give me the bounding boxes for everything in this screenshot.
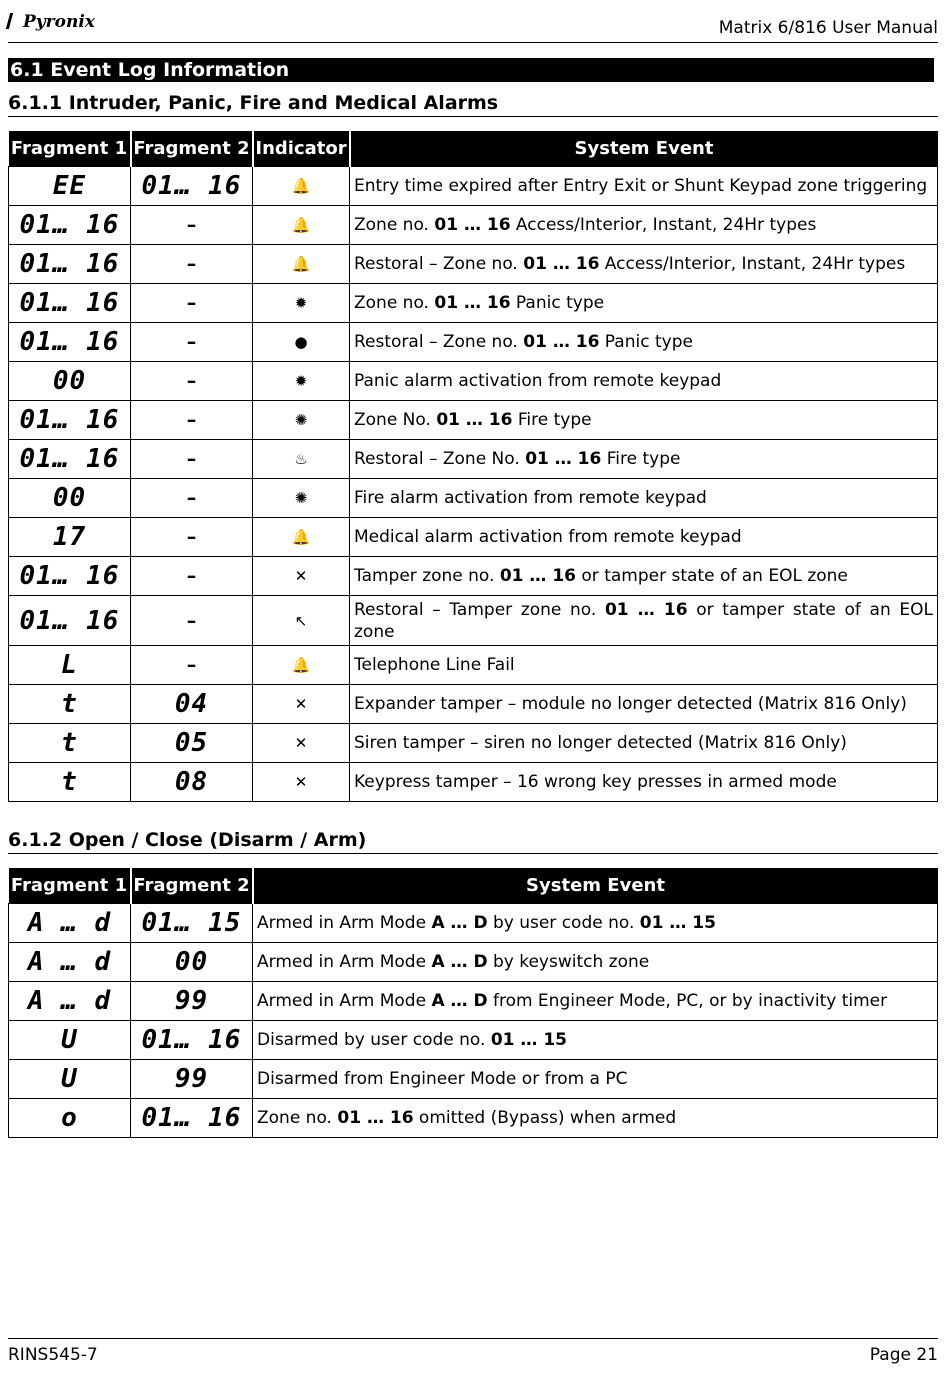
event-text-part: Panic type — [510, 293, 605, 313]
fragment-1-display: 17 — [9, 518, 131, 557]
system-event-text — [350, 206, 938, 245]
panic-alarm-icon: ✹ — [294, 372, 308, 390]
table-row — [9, 284, 938, 323]
indicator-cell — [253, 479, 350, 518]
fragment-2-display: 01… 16 — [131, 1021, 253, 1060]
fragment-1-display: U — [9, 1021, 131, 1060]
event-text-part: Medical alarm activation from remote keypad — [354, 527, 742, 547]
fragment-2-display: – — [131, 518, 253, 557]
fragment-1-display: t — [9, 685, 131, 724]
system-event-text — [350, 685, 938, 724]
subsection-title-open-close: 6.1.2 Open / Close (Disarm / Arm) — [8, 829, 938, 854]
event-text-part: 01 … 16 — [604, 599, 688, 620]
system-event-text — [253, 1060, 938, 1099]
manual-title: Matrix 6/816 User Manual — [718, 18, 938, 38]
fragment-2-display: 01… 16 — [131, 1099, 253, 1138]
fragment-2-display: 01… 15 — [131, 904, 253, 943]
fragment-2-display: 08 — [131, 763, 253, 802]
table-row — [9, 724, 938, 763]
event-text-part: Tamper zone no. — [354, 566, 500, 586]
event-text-part: 01 … 16 — [436, 410, 513, 430]
fragment-1-display: o — [9, 1099, 131, 1138]
table-header-row — [9, 868, 938, 904]
event-text-part: Keypress tamper – 16 wrong key presses in armed mode — [354, 772, 837, 792]
fragment-1-display: 01… 16 — [9, 596, 131, 646]
indicator-cell — [253, 401, 350, 440]
system-event-text — [350, 245, 938, 284]
indicator-cell — [253, 596, 350, 646]
page-footer — [8, 1338, 938, 1365]
tamper-alarm-icon: ✕ — [294, 734, 308, 752]
table-row — [9, 518, 938, 557]
system-event-text — [253, 1021, 938, 1060]
event-text-part: Armed in Arm Mode — [257, 991, 432, 1011]
fragment-1-display: A … d — [9, 943, 131, 982]
fragment-1-display: 01… 16 — [9, 401, 131, 440]
tamper-icon: ↖ — [294, 611, 308, 630]
event-text-part: Zone No. — [354, 410, 437, 430]
event-text-part: 01 … 15 — [639, 913, 716, 933]
table-row — [9, 596, 938, 646]
table-row — [9, 479, 938, 518]
fire-alarm-icon: ✺ — [294, 489, 308, 507]
event-text-part: Expander tamper – module no longer detected (Matrix 816 Only) — [354, 694, 907, 714]
document-code: RINS545-7 — [8, 1345, 98, 1365]
table-row — [9, 763, 938, 802]
event-text-part: Armed in Arm Mode — [257, 952, 432, 972]
event-text-part: Siren tamper – siren no longer detected (Matrix 816 Only) — [354, 733, 847, 753]
indicator-cell — [253, 646, 350, 685]
fragment-2-display: – — [131, 323, 253, 362]
event-text-part: Panic type — [599, 332, 693, 352]
event-text-part: 01 … 16 — [434, 293, 511, 313]
event-text-part: A … D — [431, 952, 488, 972]
event-text-part: Restoral – Zone no. — [354, 332, 524, 352]
panic-alarm-icon: ✹ — [294, 294, 308, 312]
system-event-text — [350, 763, 938, 802]
event-text-part: or tamper state of an EOL zone — [354, 599, 933, 642]
panic-icon: ● — [294, 333, 308, 351]
page-header — [8, 6, 938, 43]
table-row — [9, 1060, 938, 1099]
logo-text: Pyronix — [23, 12, 95, 32]
bell-icon: 🔔 — [291, 255, 311, 273]
event-text-part: or tamper state of an EOL zone — [576, 566, 848, 586]
tamper-alarm-icon: ✕ — [294, 567, 308, 585]
table-row — [9, 362, 938, 401]
fragment-2-display: – — [131, 284, 253, 323]
table-row — [9, 904, 938, 943]
event-text-part: by user code no. — [487, 913, 640, 933]
fragment-1-display: L — [9, 646, 131, 685]
fragment-2-display: – — [131, 401, 253, 440]
column-header: Fragment 1 — [9, 868, 131, 904]
column-header: Fragment 2 — [131, 131, 253, 167]
fragment-2-display: – — [131, 646, 253, 685]
column-header: System Event — [253, 868, 938, 904]
fragment-1-display: A … d — [9, 904, 131, 943]
event-text-part: Restoral – Zone no. — [354, 254, 524, 274]
event-text-part: from Engineer Mode, PC, or by inactivity timer — [487, 991, 888, 1011]
indicator-cell — [253, 362, 350, 401]
indicator-cell — [253, 323, 350, 362]
column-header: Indicator — [253, 131, 350, 167]
indicator-cell — [253, 557, 350, 596]
event-text-part: 01 … 16 — [525, 449, 602, 469]
table-row — [9, 1099, 938, 1138]
fragment-1-display: t — [9, 724, 131, 763]
fragment-1-display: EE — [9, 167, 131, 206]
fragment-1-display: 01… 16 — [9, 323, 131, 362]
system-event-text — [253, 904, 938, 943]
event-text-part: Zone no. — [354, 215, 435, 235]
fragment-2-display: – — [131, 440, 253, 479]
event-text-part: Restoral – Tamper zone no. — [354, 599, 605, 620]
system-event-text — [253, 982, 938, 1021]
tamper-alarm-icon: ✕ — [294, 773, 308, 791]
event-text-part: Telephone Line Fail — [354, 655, 515, 675]
fire-alarm-icon: ✺ — [294, 411, 308, 429]
table-row — [9, 646, 938, 685]
indicator-cell — [253, 167, 350, 206]
fragment-1-display: 01… 16 — [9, 284, 131, 323]
event-text-part: Fire type — [512, 410, 592, 430]
event-text-part: by keyswitch zone — [487, 952, 650, 972]
open-close-table — [8, 868, 938, 1138]
system-event-text — [350, 724, 938, 763]
fragment-2-display: 99 — [131, 982, 253, 1021]
fragment-2-display: – — [131, 557, 253, 596]
alarm-bell-icon: 🔔 — [291, 528, 311, 546]
event-text-part: Zone no. — [354, 293, 435, 313]
table-header-row — [9, 131, 938, 167]
event-text-part: 01 … 16 — [499, 566, 576, 586]
fragment-2-display: – — [131, 362, 253, 401]
indicator-cell — [253, 518, 350, 557]
event-text-part: 01 … 15 — [490, 1030, 567, 1050]
system-event-text — [350, 440, 938, 479]
system-event-text — [350, 401, 938, 440]
system-event-text — [350, 284, 938, 323]
system-event-text — [350, 646, 938, 685]
column-header: Fragment 1 — [9, 131, 131, 167]
page-number: Page 21 — [869, 1345, 938, 1365]
system-event-text — [350, 518, 938, 557]
event-text-part: 01 … 16 — [434, 215, 511, 235]
fragment-2-display: 00 — [131, 943, 253, 982]
event-text-part: Armed in Arm Mode — [257, 913, 432, 933]
table-row — [9, 167, 938, 206]
event-text-part: Disarmed from Engineer Mode or from a PC — [257, 1069, 628, 1089]
event-text-part: Disarmed by user code no. — [257, 1030, 491, 1050]
event-text-part: Restoral – Zone No. — [354, 449, 526, 469]
table-row — [9, 1021, 938, 1060]
indicator-cell — [253, 440, 350, 479]
table-row — [9, 440, 938, 479]
section-title: 6.1 Event Log Information — [8, 58, 934, 82]
subsection-title-alarms: 6.1.1 Intruder, Panic, Fire and Medical Alarms — [8, 92, 938, 117]
system-event-text — [253, 943, 938, 982]
fragment-1-display: 01… 16 — [9, 245, 131, 284]
fragment-2-display: – — [131, 479, 253, 518]
indicator-cell — [253, 724, 350, 763]
system-event-text — [350, 362, 938, 401]
indicator-cell — [253, 206, 350, 245]
fragment-2-display: 04 — [131, 685, 253, 724]
event-text-part: A … D — [431, 913, 488, 933]
tamper-alarm-icon: ✕ — [294, 695, 308, 713]
fragment-1-display: A … d — [9, 982, 131, 1021]
fragment-1-display: 00 — [9, 479, 131, 518]
fragment-1-display: 00 — [9, 362, 131, 401]
alarm-bell-icon: 🔔 — [291, 656, 311, 674]
fragment-1-display: t — [9, 763, 131, 802]
event-text-part: A … D — [431, 991, 488, 1011]
fragment-2-display: – — [131, 245, 253, 284]
fragment-1-display: 01… 16 — [9, 206, 131, 245]
column-header: System Event — [350, 131, 938, 167]
table-row — [9, 323, 938, 362]
fragment-1-display: 01… 16 — [9, 557, 131, 596]
event-text-part: 01 … 16 — [523, 254, 600, 274]
table-row — [9, 206, 938, 245]
system-event-text — [253, 1099, 938, 1138]
indicator-cell — [253, 763, 350, 802]
fire-icon: ♨ — [294, 450, 308, 468]
system-event-text — [350, 596, 938, 646]
fragment-2-display: 99 — [131, 1060, 253, 1099]
fragment-2-display: 05 — [131, 724, 253, 763]
event-text-part: Fire type — [601, 449, 681, 469]
fragment-2-display: – — [131, 596, 253, 646]
table-row — [9, 685, 938, 724]
pyronix-logo — [8, 12, 95, 32]
table-row — [9, 982, 938, 1021]
indicator-cell — [253, 284, 350, 323]
system-event-text — [350, 167, 938, 206]
alarms-table — [8, 131, 938, 802]
alarm-bell-icon: 🔔 — [291, 177, 311, 195]
event-text-part: 01 … 16 — [337, 1108, 414, 1128]
fragment-1-display: 01… 16 — [9, 440, 131, 479]
event-text-part: Access/Interior, Instant, 24Hr types — [599, 254, 906, 274]
table-row — [9, 557, 938, 596]
event-text-part: 01 … 16 — [523, 332, 600, 352]
indicator-cell — [253, 245, 350, 284]
event-text-part: omitted (Bypass) when armed — [413, 1108, 677, 1128]
logo-mark-icon — [6, 13, 23, 29]
table-row — [9, 943, 938, 982]
event-text-part: Entry time expired after Entry Exit or Shunt Keypad zone triggering — [354, 176, 928, 196]
event-text-part: Access/Interior, Instant, 24Hr types — [510, 215, 817, 235]
fragment-2-display: 01… 16 — [131, 167, 253, 206]
table-row — [9, 245, 938, 284]
indicator-cell — [253, 685, 350, 724]
system-event-text — [350, 479, 938, 518]
event-text-part: Zone no. — [257, 1108, 338, 1128]
fragment-2-display: – — [131, 206, 253, 245]
alarm-bell-icon: 🔔 — [291, 216, 311, 234]
system-event-text — [350, 557, 938, 596]
column-header: Fragment 2 — [131, 868, 253, 904]
event-text-part: Fire alarm activation from remote keypad — [354, 488, 707, 508]
system-event-text — [350, 323, 938, 362]
fragment-1-display: U — [9, 1060, 131, 1099]
event-text-part: Panic alarm activation from remote keypad — [354, 371, 722, 391]
table-row — [9, 401, 938, 440]
